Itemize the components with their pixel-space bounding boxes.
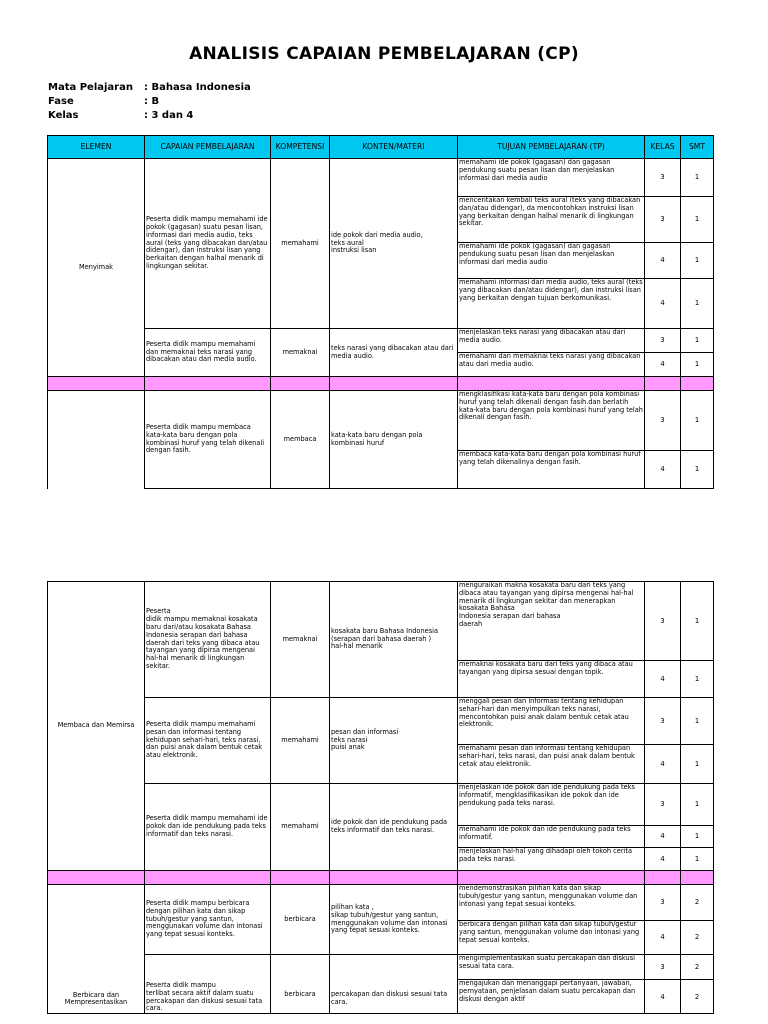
header-kompetensi: KOMPETENSI <box>271 136 330 159</box>
smt-cell: 1 <box>681 329 714 353</box>
elemen-label: Berbicara dan Mempresentasikan <box>64 990 128 1007</box>
konten-cell: kata-kata baru dengan pola kombinasi huruf <box>330 391 458 489</box>
cp-cell: Peserta didik mampu berbicara dengan pilihan kata dan sikap tubuh/gestur yang santun, menggunakan volume dan intonasi yang tepat sesuai konteks. <box>145 885 271 955</box>
meta-row-phase <box>48 96 159 107</box>
kelas-cell: 4 <box>645 279 681 329</box>
kelas-cell: 4 <box>645 661 681 698</box>
smt-cell: 1 <box>681 745 714 784</box>
smt-cell: 1 <box>681 197 714 243</box>
kompetensi-cell: memahami <box>271 159 330 329</box>
kompetensi-cell: memaknai <box>271 329 330 377</box>
tp-cell: memahami ide pokok (gagasan) dan gagasan pendukung suatu pesan lisan dan menjelaskan informasi dari media audio <box>458 159 645 197</box>
tp-cell: mengimplementasikan suatu percakapan dan diskusi sesuai tata cara. <box>458 955 645 980</box>
kelas-cell: 4 <box>645 980 681 1014</box>
tp-cell: menjelaskan ide pokok dan ide pendukung pada teks informatif, mengklasifikasikan ide pokok dan ide pendukung pada teks narasi. <box>458 784 645 826</box>
elemen-cell <box>48 885 145 1014</box>
header-capaian: CAPAIAN PEMBELAJARAN <box>145 136 271 159</box>
smt-cell: 1 <box>681 159 714 197</box>
elemen-cell: Membaca dan Memirsa <box>48 582 145 871</box>
konten-cell: ide pokok dan ide pendukung pada teks informatif dan teks narasi. <box>330 784 458 871</box>
kompetensi-cell: memahami <box>271 698 330 784</box>
table-row <box>48 885 714 921</box>
table-row <box>48 391 714 451</box>
kelas-cell: 4 <box>645 848 681 871</box>
table-row <box>48 955 714 980</box>
tp-cell: memahami ide pokok dan ide pendukung pada teks informatif. <box>458 826 645 848</box>
tp-cell: menjelaskan hal-hal yang dihadapi oleh tokoh cerita pada teks narasi. <box>458 848 645 871</box>
cp-cell: Peserta didik mampu membaca kata-kata baru dengan pola kombinasi huruf yang telah dikenali dengan fasih. <box>145 391 271 489</box>
cp-cell: Peserta didik mampu memahami pesan dan informasi tentang kehidupan sehari-hari, teks narasi, dan puisi anak dalam bentuk cetak atau elektronik. <box>145 698 271 784</box>
kelas-cell: 3 <box>645 329 681 353</box>
tp-cell: mengajukan dan menanggapi pertanyaan, jawaban, pernyataan, penjelasan dalam suatu percakapan dan diskusi dengan aktif <box>458 980 645 1014</box>
tp-cell: memahami informasi dari media audio, teks aural (teks yang dibacakan dan/atau didengar), dan instruksi lisan yang berkaitan dengan tujuan berkomunikasi. <box>458 279 645 329</box>
kelas-cell: 3 <box>645 955 681 980</box>
kelas-cell: 4 <box>645 826 681 848</box>
tp-cell: memahami dan memaknai teks narasi yang dibacakan atau dari media audio. <box>458 353 645 377</box>
elemen-cell-empty <box>48 391 145 489</box>
smt-cell: 1 <box>681 353 714 377</box>
cp-cell: Peserta didik mampu memahami dan memaknai teks narasi yang dibacakan atau dari media audio. <box>145 329 271 377</box>
smt-cell: 1 <box>681 279 714 329</box>
meta-value: : B <box>144 96 160 107</box>
smt-cell: 1 <box>681 698 714 745</box>
konten-cell: ide pokok dari media audio, teks aural instruksi lisan <box>330 159 458 329</box>
kelas-cell: 3 <box>645 197 681 243</box>
kelas-cell: 3 <box>645 159 681 197</box>
elemen-cell: Menyimak <box>48 159 145 377</box>
kelas-cell: 3 <box>645 885 681 921</box>
header-elemen: ELEMEN <box>48 136 145 159</box>
header-kelas: KELAS <box>645 136 681 159</box>
smt-cell: 1 <box>681 391 714 451</box>
tp-cell: menggali pesan dan informasi tentang kehidupan sehari-hari dan menyimpulkan teks narasi, mencontohkan puisi anak dalam bentuk cetak atau elektronik. <box>458 698 645 745</box>
konten-cell: teks narasi yang dibacakan atau dari media audio. <box>330 329 458 377</box>
meta-value: : 3 dan 4 <box>144 110 194 121</box>
separator-row <box>48 871 714 885</box>
kompetensi-cell: memahami <box>271 784 330 871</box>
tp-cell: berbicara dengan pilihan kata dan sikap tubuh/gestur yang santun, menggunakan volume dan intonasi yang tepat sesuai konteks. <box>458 921 645 955</box>
cp-cell: Peserta didik mampu memahami ide pokok dan ide pendukung pada teks informatif dan teks narasi. <box>145 784 271 871</box>
tp-cell: memaknai kosakata baru dari teks yang dibaca atau tayangan yang dipirsa sesuai dengan topik. <box>458 661 645 698</box>
header-tujuan: TUJUAN PEMBELAJARAN (TP) <box>458 136 645 159</box>
kelas-cell: 3 <box>645 784 681 826</box>
konten-cell: pesan dan informasi teks narasi puisi anak <box>330 698 458 784</box>
page-title: ANALISIS CAPAIAN PEMBELAJARAN (CP) <box>189 44 579 64</box>
smt-cell: 1 <box>681 243 714 279</box>
smt-cell: 1 <box>681 826 714 848</box>
meta-label: Fase <box>48 96 74 107</box>
smt-cell: 1 <box>681 784 714 826</box>
kompetensi-cell: berbicara <box>271 885 330 955</box>
smt-cell: 1 <box>681 848 714 871</box>
kompetensi-cell: memaknai <box>271 582 330 698</box>
tp-cell: membaca kata-kata baru dengan pola kombinasi huruf yang telah dikenalinya dengan fasih. <box>458 451 645 489</box>
header-konten: KONTEN/MATERI <box>330 136 458 159</box>
cp-table-page-1 <box>47 135 714 489</box>
kelas-cell: 4 <box>645 353 681 377</box>
cp-cell: Peserta didik mampu terlibat secara aktif dalam suatu percakapan dan diskusi sesuai tata cara. <box>145 955 271 1014</box>
header-smt: SMT <box>681 136 714 159</box>
konten-cell: pilihan kata , sikap tubuh/gestur yang santun, menggunakan volume dan intonasi yang tepat sesuai konteks. <box>330 885 458 955</box>
table-row <box>48 159 714 197</box>
konten-cell: percakapan dan diskusi sesuai tata cara. <box>330 955 458 1014</box>
meta-label: Mata Pelajaran <box>48 82 133 93</box>
cp-table-page-2 <box>47 581 714 1014</box>
smt-cell: 1 <box>681 661 714 698</box>
smt-cell: 1 <box>681 582 714 661</box>
tp-cell: menceritakan kembali teks aural (teks yang dibacakan dan/atau didengar), da mencontohkan instruksi lisan yang berkaitan dengan halhal menarik di lingkungan sekitar. <box>458 197 645 243</box>
tp-cell: mendemonstrasikan pilihan kata dan sikap tubuh/gestur yang santun, menggunakan volume dan intonasi yang tepat sesuai konteks. <box>458 885 645 921</box>
kompetensi-cell: membaca <box>271 391 330 489</box>
meta-row-subject <box>48 82 251 93</box>
table-row <box>48 582 714 661</box>
table-row <box>48 329 714 353</box>
tp-cell: memahami ide pokok (gagasan) dan gagasan pendukung suatu pesan lisan dan menjelaskan informasi dari media audio <box>458 243 645 279</box>
konten-cell: kosakata baru Bahasa Indonesia (serapan dari bahasa daerah ) hal-hal menarik <box>330 582 458 698</box>
table-header-row <box>48 136 714 159</box>
kelas-cell: 4 <box>645 745 681 784</box>
tp-cell: menguraikan makna kosakata baru dari teks yang dibaca atau tayangan yang dipirsa mengenai hal-hal menarik di lingkungan sekitar dan menerapkan kosakata Bahasa Indonesia serapan dari bahasa daerah <box>458 582 645 661</box>
smt-cell: 2 <box>681 980 714 1014</box>
kompetensi-cell: berbicara <box>271 955 330 1014</box>
meta-value: : Bahasa Indonesia <box>144 82 251 93</box>
tp-cell: memahami pesan dan informasi tentang kehidupan sehari-hari, teks narasi, dan puisi anak dalam bentuk cetak atau elektronik. <box>458 745 645 784</box>
separator-row <box>48 377 714 391</box>
meta-row-class <box>48 110 193 121</box>
kelas-cell: 4 <box>645 243 681 279</box>
kelas-cell: 3 <box>645 698 681 745</box>
table-row <box>48 784 714 826</box>
smt-cell: 2 <box>681 885 714 921</box>
table-row <box>48 698 714 745</box>
kelas-cell: 3 <box>645 582 681 661</box>
smt-cell: 1 <box>681 451 714 489</box>
kelas-cell: 3 <box>645 391 681 451</box>
smt-cell: 2 <box>681 955 714 980</box>
kelas-cell: 4 <box>645 451 681 489</box>
meta-label: Kelas <box>48 110 79 121</box>
smt-cell: 2 <box>681 921 714 955</box>
cp-cell: Peserta didik mampu memaknai kosakata baru dari/atau kosakata Bahasa Indonesia serapan dari bahasa daerah dari teks yang dibaca atau tayangan yang dipirsa mengenai hal-hal menarik di lingkungan sekitar. <box>145 582 271 698</box>
tp-cell: menjelaskan teks narasi yang dibacakan atau dari media audio. <box>458 329 645 353</box>
tp-cell: mengklasifikasi kata-kata baru dengan pola kombinasi huruf yang telah dikenali dengan fasih.dan berlatih kata-kata baru dengan pola kombinasi huruf yang telah dikenali dengan fasih. <box>458 391 645 451</box>
cp-cell: Peserta didik mampu memahami ide pokok (gagasan) suatu pesan lisan, informasi dari media audio, teks aural (teks yang dibacakan dan/atau didengar), dan instruksi lisan yang berkaitan dengan halhal menarik di lingkungan sekitar. <box>145 159 271 329</box>
kelas-cell: 4 <box>645 921 681 955</box>
